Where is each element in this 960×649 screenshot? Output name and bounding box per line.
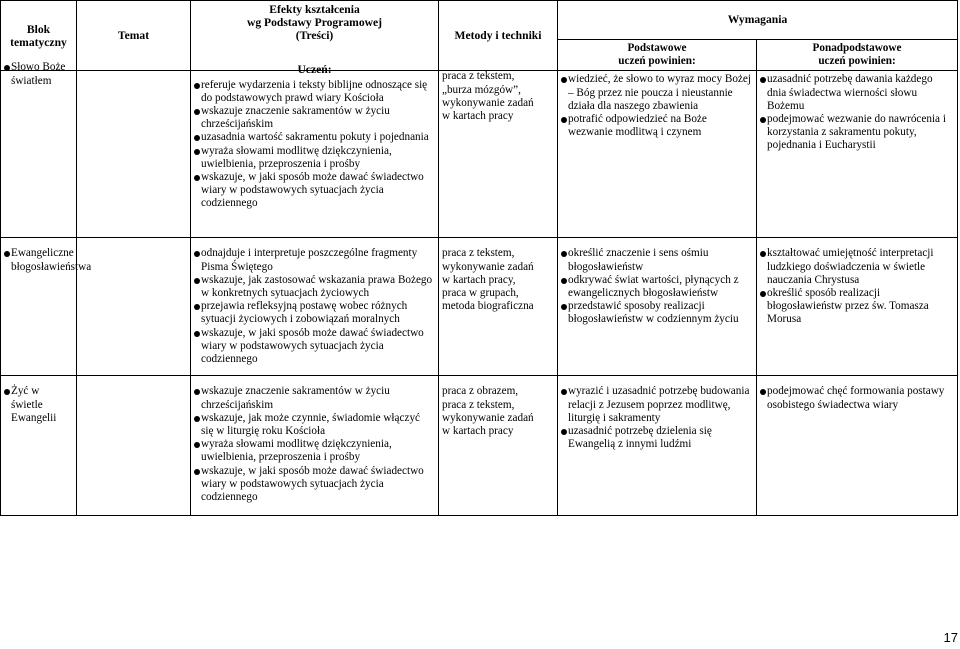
table-row xyxy=(1,376,958,516)
list-item: wskazuje, jak może czynnie, świadomie włączyć się w liturgię roku Kościoła xyxy=(194,412,435,438)
efekty-cell xyxy=(191,238,439,376)
ponad-cell xyxy=(757,71,958,238)
metody-cell xyxy=(439,71,558,238)
metoda-line: wykonywanie zadań xyxy=(442,96,534,109)
header-temat: Temat xyxy=(77,1,191,71)
page-number: 17 xyxy=(943,630,958,645)
list-item: wyrazić i uzasadnić potrzebę budowania relacji z Jezusem poprzez modlitwę, liturgię i sakramenty xyxy=(561,385,753,425)
table-row xyxy=(1,71,958,238)
metoda-line: w kartach pracy xyxy=(442,110,514,123)
blok-cell xyxy=(1,238,92,376)
efekty-cell xyxy=(191,376,439,516)
temat-name: Ewangeliczne błogosławieństwa xyxy=(4,247,73,273)
header-podstawowe xyxy=(558,40,757,71)
podstawowe-cell xyxy=(558,238,757,376)
header-ponad xyxy=(757,40,958,71)
metoda-line: wykonywanie zadań xyxy=(442,411,534,424)
temat-cell xyxy=(77,71,191,238)
metoda-line: metoda biograficzna xyxy=(442,300,534,313)
uczen-label: Uczeń: xyxy=(297,63,332,77)
table-row xyxy=(1,238,958,376)
header-ponad-title: Ponadpodstawowe xyxy=(812,42,902,54)
header-efekty-subtitle: wg Podstawy Programowej xyxy=(246,16,383,30)
header-ponad-sub: uczeń powinien: xyxy=(818,55,896,68)
list-item: uzasadnia wartość sakramentu pokuty i pojednania xyxy=(194,131,435,144)
ponad-cell xyxy=(757,376,958,516)
header-efekty xyxy=(191,1,439,71)
list-item: wskazuje znaczenie sakramentów w życiu chrześcijańskim xyxy=(194,385,435,411)
metoda-line: praca z tekstem, xyxy=(442,70,515,83)
podstawowe-cell xyxy=(558,71,757,238)
temat-name: Żyć w świetle Ewangelii xyxy=(4,385,73,425)
list-item: określić sposób realizacji błogosławieństw przez św. Tomasza Morusa xyxy=(760,287,954,327)
list-item: kształtować umiejętność interpretacji ludzkiego doświadczenia w świetle nauczania Chrystusa xyxy=(760,247,954,287)
list-item: odkrywać świat wartości, płynących z ewangelicznych błogosławieństw xyxy=(561,274,753,300)
list-item: wskazuje, jak zastosować wskazania prawa Bożego w konkretnych sytuacjach życiowych xyxy=(194,274,435,300)
header-metody: Metody i techniki xyxy=(439,1,558,71)
list-item: wskazuje, w jaki sposób może dawać świadectwo wiary w podstawowych sytuacjach życia codziennego xyxy=(194,465,435,505)
header-wymagania: Wymagania xyxy=(558,1,958,40)
blok-cell xyxy=(1,376,77,516)
list-item: podejmować chęć formowania postawy osobistego świadectwa wiary xyxy=(760,385,954,411)
list-item: wiedzieć, że słowo to wyraz mocy Bożej – Bóg przez nie poucza i nieustannie działa dla naszego zbawienia xyxy=(561,73,753,113)
header-podstawowe-title: Podstawowe xyxy=(627,42,687,54)
list-item: odnajduje i interpretuje poszczególne fragmenty Pisma Świętego xyxy=(194,247,435,273)
metoda-line: „burza mózgów”, xyxy=(442,83,521,96)
list-item: wskazuje, w jaki sposób może dawać świadectwo wiary w podstawowych sytuacjach życia codziennego xyxy=(194,171,435,211)
podstawowe-cell xyxy=(558,376,757,516)
list-item: wskazuje, w jaki sposób może dawać świadectwo wiary w podstawowych sytuacjach życia codziennego xyxy=(194,327,435,367)
list-item: uzasadnić potrzebę dawania każdego dnia świadectwa wierności słowu Bożemu xyxy=(760,73,954,113)
metody-cell xyxy=(439,376,558,516)
metoda-line: w kartach pracy, xyxy=(442,273,516,286)
list-item: wskazuje znaczenie sakramentów w życiu chrześcijańskim xyxy=(194,105,435,131)
list-item: wyraża słowami modlitwę dziękczynienia, uwielbienia, przeproszenia i prośby xyxy=(194,438,435,464)
metoda-line: praca w grupach, xyxy=(442,287,519,300)
ponad-cell xyxy=(757,238,958,376)
temat-name: Słowo Boże światłem xyxy=(4,61,73,87)
temat-cell xyxy=(77,238,191,376)
metoda-line: w kartach pracy xyxy=(442,425,514,438)
metoda-line: praca z tekstem, xyxy=(442,247,515,260)
blok-cell xyxy=(1,61,77,238)
header-efekty-title: Efekty kształcenia xyxy=(269,3,360,16)
header-podstawowe-sub: uczeń powinien: xyxy=(618,55,696,68)
list-item: przedstawić sposoby realizacji błogosławieństw w codziennym życiu xyxy=(561,300,753,326)
efekty-cell xyxy=(191,63,439,238)
temat-cell xyxy=(77,376,191,516)
header-blok: Blok tematyczny xyxy=(1,1,77,71)
list-item: potrafić odpowiedzieć na Boże wezwanie modlitwą i czynem xyxy=(561,113,753,139)
list-item: przejawia refleksyjną postawę wobec różnych sytuacji życiowych i zobowiązań moralnych xyxy=(194,300,435,326)
list-item: podejmować wezwanie do nawrócenia i korzystania z sakramentu pokuty, pojednania i Eucharystii xyxy=(760,113,954,153)
metoda-line: praca z obrazem, xyxy=(442,385,519,398)
metoda-line: wykonywanie zadań xyxy=(442,260,534,273)
list-item: określić znaczenie i sens ośmiu błogosławieństw xyxy=(561,247,753,273)
metoda-line: praca z tekstem, xyxy=(442,398,515,411)
metody-cell xyxy=(439,238,558,376)
list-item: uzasadnić potrzebę dzielenia się Ewangelią z innymi ludźmi xyxy=(561,425,753,451)
list-item: wyraża słowami modlitwę dziękczynienia, uwielbienia, przeproszenia i prośby xyxy=(194,145,435,171)
list-item: referuje wydarzenia i teksty biblijne odnoszące się do podstawowych prawd wiary Kościoła xyxy=(194,79,435,105)
header-efekty-subtitle-2: (Treści) xyxy=(295,29,334,43)
